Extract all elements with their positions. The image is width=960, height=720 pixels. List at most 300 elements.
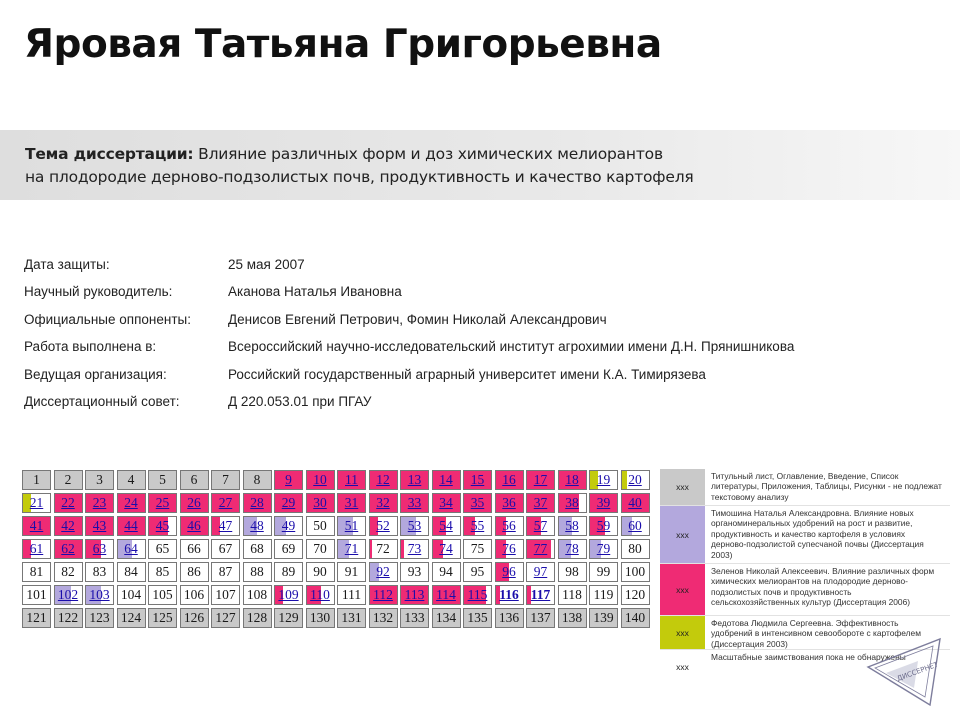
page-number: 37 [533,495,548,510]
page-number: 36 [502,495,516,510]
page-cell [148,539,177,559]
page-number: 57 [533,518,548,533]
page-number: 44 [124,518,138,533]
page-number: 24 [124,495,138,510]
page-cell [22,608,51,628]
page-cell[interactable] [432,516,461,536]
page-cell[interactable] [558,470,587,490]
legend-item [660,563,950,615]
page-number: 69 [281,541,296,556]
page-cell [463,539,492,559]
page-cell [243,470,272,490]
page-cell [54,608,83,628]
page-cell [22,562,51,582]
page-cell[interactable] [400,493,429,513]
page-cell [117,608,146,628]
info-key: Работа выполнена в: [24,339,157,354]
page-cell [274,539,303,559]
page-number: 67 [218,541,233,556]
info-value: Всероссийский научно-исследовательский институт агрохимии имени Д.Н. Прянишникова [228,339,795,354]
page-number: 46 [187,518,201,533]
info-value: Российский государственный аграрный университет имени К.А. Тимирязева [228,367,706,382]
page-number: 104 [120,587,142,602]
page-number: 49 [281,518,296,533]
page-cell [369,608,398,628]
page-cell [180,470,209,490]
page-cell [621,585,650,605]
page-number: 136 [498,610,520,625]
page-cell [274,562,303,582]
page-cell[interactable] [369,585,398,605]
page-number: 16 [502,472,516,487]
page-cell[interactable] [463,585,492,605]
info-value: Д 220.053.01 при ПГАУ [228,394,372,409]
page-number: 72 [376,541,390,556]
page-number: 30 [313,495,327,510]
page-number: 102 [57,587,79,602]
page-cell [243,585,272,605]
page-cell[interactable] [369,470,398,490]
page-number: 135 [467,610,488,625]
page-number: 128 [246,610,268,625]
legend-item [660,505,950,563]
legend-swatch: xxx [660,469,705,505]
page-cell [211,585,240,605]
page-number: 50 [313,518,327,533]
page-number: 119 [593,587,614,602]
page-number: 42 [61,518,75,533]
page-number: 19 [596,472,611,487]
page-number: 15 [470,472,485,487]
page-number: 127 [215,610,236,625]
page-cell[interactable] [589,539,618,559]
legend-text: Масштабные заимствования пока не обнаружены [711,652,906,662]
page-number: 114 [436,587,456,602]
page-number: 130 [309,610,331,625]
page-number: 40 [628,495,642,510]
page-number: 122 [57,610,79,625]
page-cell[interactable] [274,493,303,513]
page-number: 92 [376,564,390,579]
page-cell [180,608,209,628]
page-number: 101 [26,587,47,602]
page-cell [211,562,240,582]
page-cell[interactable] [337,493,366,513]
page-cell[interactable] [463,470,492,490]
page-cell [148,470,177,490]
page-cell [243,539,272,559]
page-cell[interactable] [621,470,650,490]
page-cell [400,562,429,582]
page-number: 31 [344,495,359,510]
page-number: 124 [120,610,142,625]
page-number: 4 [127,472,135,487]
page-fill [370,540,373,558]
page-cell[interactable] [180,516,209,536]
page-cell[interactable] [243,516,272,536]
info-key: Диссертационный совет: [24,394,180,409]
page-number: 118 [562,587,582,602]
page-cell[interactable] [558,516,587,536]
page-cell [243,562,272,582]
page-number: 82 [61,564,75,579]
page-number: 120 [624,587,646,602]
page-cell [243,608,272,628]
page-cell[interactable] [526,585,555,605]
page-cell[interactable] [621,516,650,536]
legend-text: Титульный лист, Оглавление, Введение, Список литературы, Приложения, Таблицы, Рисунки - не подлежат текстовому анализу [711,471,942,502]
page-fill [622,471,627,489]
page-cell [432,562,461,582]
page-cell [117,470,146,490]
page-number: 41 [29,518,44,533]
page-number: 48 [250,518,264,533]
page-number: 54 [439,518,453,533]
page-cell[interactable] [306,493,335,513]
page-number: 89 [281,564,296,579]
page-cell[interactable] [589,516,618,536]
page-cell[interactable] [243,493,272,513]
page-cell[interactable] [369,516,398,536]
page-number: 84 [124,564,138,579]
page-cell [558,562,587,582]
page-number: 90 [313,564,327,579]
page-number: 58 [565,518,579,533]
page-cell[interactable] [526,539,555,559]
page-cell[interactable] [400,516,429,536]
page-number: 52 [376,518,390,533]
page-number: 83 [92,564,107,579]
page-cell [306,539,335,559]
page-number: 68 [250,541,264,556]
page-number: 71 [344,541,359,556]
page-cell[interactable] [22,493,51,513]
page-number: 33 [407,495,422,510]
page-cell [337,562,366,582]
info-key: Научный руководитель: [24,284,173,299]
page-cell[interactable] [495,470,524,490]
page-cell[interactable] [463,516,492,536]
page-cell[interactable] [526,470,555,490]
page-cell [463,608,492,628]
page-number: 117 [530,587,551,602]
page-number: 109 [278,587,299,602]
page-cell [621,562,650,582]
page-cell [180,539,209,559]
page-cell[interactable] [432,470,461,490]
page-number: 5 [159,472,166,487]
page-cell[interactable] [22,516,51,536]
page-number: 25 [155,495,170,510]
page-number: 14 [439,472,453,487]
info-value: 25 мая 2007 [228,257,305,272]
page-number: 139 [593,610,614,625]
info-key: Ведущая организация: [24,367,167,382]
page-cell[interactable] [463,493,492,513]
page-number: 7 [222,472,229,487]
page-cell[interactable] [117,539,146,559]
legend-item [660,469,950,505]
page-number: 80 [628,541,642,556]
page-number: 87 [218,564,233,579]
page-number: 59 [596,518,611,533]
page-cell[interactable] [558,493,587,513]
page-cell [85,470,114,490]
page-cell[interactable] [432,539,461,559]
page-number: 85 [155,564,170,579]
page-number: 115 [467,587,488,602]
page-number: 81 [29,564,44,579]
page-cell [621,608,650,628]
page-number: 107 [215,587,236,602]
page-number: 23 [92,495,107,510]
page-cell[interactable] [589,470,618,490]
page-number: 1 [33,472,40,487]
page-cell[interactable] [558,539,587,559]
legend-swatch: xxx [660,506,705,563]
page-number: 110 [310,587,330,602]
page-cell [148,585,177,605]
page-number: 64 [124,541,138,556]
page-number: 17 [533,472,548,487]
page-cell [54,562,83,582]
page-number: 134 [435,610,457,625]
page-number: 138 [561,610,583,625]
page-cell [180,562,209,582]
dissertation-theme [25,143,945,189]
page-cell[interactable] [337,516,366,536]
page-cell[interactable] [180,493,209,513]
page-number: 100 [624,564,646,579]
page-number: 45 [155,518,170,533]
page-number: 123 [89,610,110,625]
page-number: 132 [372,610,394,625]
page-number: 66 [187,541,201,556]
page-cell[interactable] [495,539,524,559]
legend-swatch: xxx [660,564,705,615]
page-cell[interactable] [54,493,83,513]
page-cell[interactable] [432,493,461,513]
page-cell[interactable] [495,562,524,582]
page-cell[interactable] [211,516,240,536]
info-value: Денисов Евгений Петрович, Фомин Николай Александрович [228,312,607,327]
page-number: 11 [345,472,358,487]
page-number: 111 [341,587,362,602]
page-cell[interactable] [54,585,83,605]
page-number: 62 [61,541,75,556]
page-cell [54,470,83,490]
page-cell[interactable] [54,539,83,559]
page-number: 95 [470,564,485,579]
page-number: 96 [502,564,516,579]
page-number: 88 [250,564,264,579]
page-number: 56 [502,518,516,533]
theme-line-1: Влияние различных форм и доз химических мелиорантов [193,145,663,163]
page-number: 106 [183,587,205,602]
page-cell[interactable] [22,539,51,559]
page-cell [85,562,114,582]
page-number: 137 [530,610,551,625]
page-number: 125 [152,610,173,625]
page-cell [337,585,366,605]
page-number: 129 [278,610,299,625]
page-cell[interactable] [337,539,366,559]
page-number: 75 [470,541,485,556]
page-number: 9 [285,472,292,487]
page-number: 103 [89,587,110,602]
page-number: 99 [596,564,611,579]
page-number: 93 [407,564,422,579]
page-cell [22,470,51,490]
page-number: 43 [92,518,107,533]
page-cell[interactable] [117,493,146,513]
page-cell [495,608,524,628]
page-cell [589,562,618,582]
page-number: 47 [218,518,233,533]
page-number: 140 [624,610,646,625]
page-cell[interactable] [306,585,335,605]
page-cell[interactable] [369,562,398,582]
page-cell [621,539,650,559]
page-cell[interactable] [85,539,114,559]
page-number: 126 [183,610,205,625]
page-cell [306,516,335,536]
page-number: 63 [92,541,107,556]
page-cell [369,539,398,559]
legend-text: Зеленов Николай Алексеевич. Влияние различных форм химических мелиорантов на плодородие дерново-подзолистых почв и продуктивность сельскохозяйственных культур (Диссертация 2006) [711,566,935,608]
page-cell [526,608,555,628]
legend-text: Тимошина Наталья Александровна. Влияние новых органоминеральных удобрений на рост и развитие, продуктивность и качество картофеля в условиях дерново-подзолистой супесчаной почвы (Диссертация 2003) [711,508,924,560]
theme-label: Тема диссертации: [25,145,194,163]
page-number: 21 [29,495,44,510]
page-cell [211,608,240,628]
page-number: 131 [341,610,362,625]
page-cell [463,562,492,582]
page-number: 28 [250,495,264,510]
legend-text: Федотова Людмила Сергеевна. Эффективность удобрений в интенсивном севообороте с картофелем (Диссертация 2003) [711,618,921,649]
page-cell[interactable] [495,493,524,513]
page-number: 97 [533,564,548,579]
page-number: 22 [61,495,75,510]
page-number: 108 [246,587,268,602]
page-number: 55 [470,518,485,533]
page-number: 13 [407,472,422,487]
page-cell[interactable] [526,562,555,582]
page-number: 2 [64,472,72,487]
page-number: 79 [596,541,611,556]
page-cell[interactable] [274,585,303,605]
legend-swatch: xxx [660,650,705,683]
page-number: 121 [26,610,47,625]
page-cell [306,562,335,582]
legend-swatch: xxx [660,616,705,649]
page-cell[interactable] [148,516,177,536]
page-cell[interactable] [337,470,366,490]
page-number: 26 [187,495,201,510]
page-number: 78 [565,541,579,556]
page-number: 98 [565,564,579,579]
page-cell[interactable] [148,493,177,513]
page-number: 70 [313,541,327,556]
page-number: 39 [596,495,611,510]
page-cell[interactable] [85,493,114,513]
page-cell[interactable] [369,493,398,513]
page-number: 6 [190,472,198,487]
page-number: 27 [218,495,233,510]
page-cell[interactable] [85,516,114,536]
page-cell [589,608,618,628]
page-cell[interactable] [495,585,524,605]
page-cell[interactable] [400,539,429,559]
page-cell[interactable] [621,493,650,513]
page-number: 3 [96,472,103,487]
page-cell[interactable] [274,470,303,490]
page-number: 133 [404,610,425,625]
info-value: Аканова Наталья Ивановна [228,284,402,299]
page-number: 112 [373,587,393,602]
page-cell[interactable] [589,493,618,513]
page-cell [180,585,209,605]
page-cell[interactable] [400,585,429,605]
page-number: 74 [439,541,453,556]
page-cell [558,608,587,628]
page-cell [117,585,146,605]
page-number: 91 [344,564,359,579]
page-cell [85,608,114,628]
page-number: 32 [376,495,390,510]
page-cell [306,608,335,628]
page-number: 34 [439,495,453,510]
page-cell [117,562,146,582]
page-number: 53 [407,518,422,533]
info-key: Дата защиты: [24,257,110,272]
page-cell[interactable] [54,516,83,536]
page-cell [211,470,240,490]
page-number: 73 [407,541,422,556]
dissernet-stamp-icon [862,633,946,711]
page-cell[interactable] [432,585,461,605]
person-name: Яровая Татьяна Григорьевна [24,22,662,67]
page-number: 10 [313,472,327,487]
page-number: 35 [470,495,485,510]
page-number: 12 [376,472,390,487]
page-number: 61 [29,541,44,556]
page-cell[interactable] [306,470,335,490]
page-cell[interactable] [117,516,146,536]
page-fill [401,540,404,558]
page-number: 105 [152,587,173,602]
page-cell [432,608,461,628]
page-number: 116 [499,587,519,602]
page-number: 51 [344,518,359,533]
page-cell[interactable] [526,493,555,513]
page-number: 18 [565,472,579,487]
page-number: 76 [502,541,516,556]
page-cell[interactable] [274,516,303,536]
stamp-text: ДИССЕРНЕТ [895,660,940,683]
page-grid [21,469,651,633]
page-cell[interactable] [400,470,429,490]
page-cell[interactable] [211,493,240,513]
page-number: 94 [439,564,453,579]
page-cell [22,585,51,605]
page-number: 8 [253,472,261,487]
page-number: 113 [404,587,425,602]
page-cell[interactable] [85,585,114,605]
page-cell[interactable] [495,516,524,536]
page-cell [148,562,177,582]
page-cell[interactable] [526,516,555,536]
